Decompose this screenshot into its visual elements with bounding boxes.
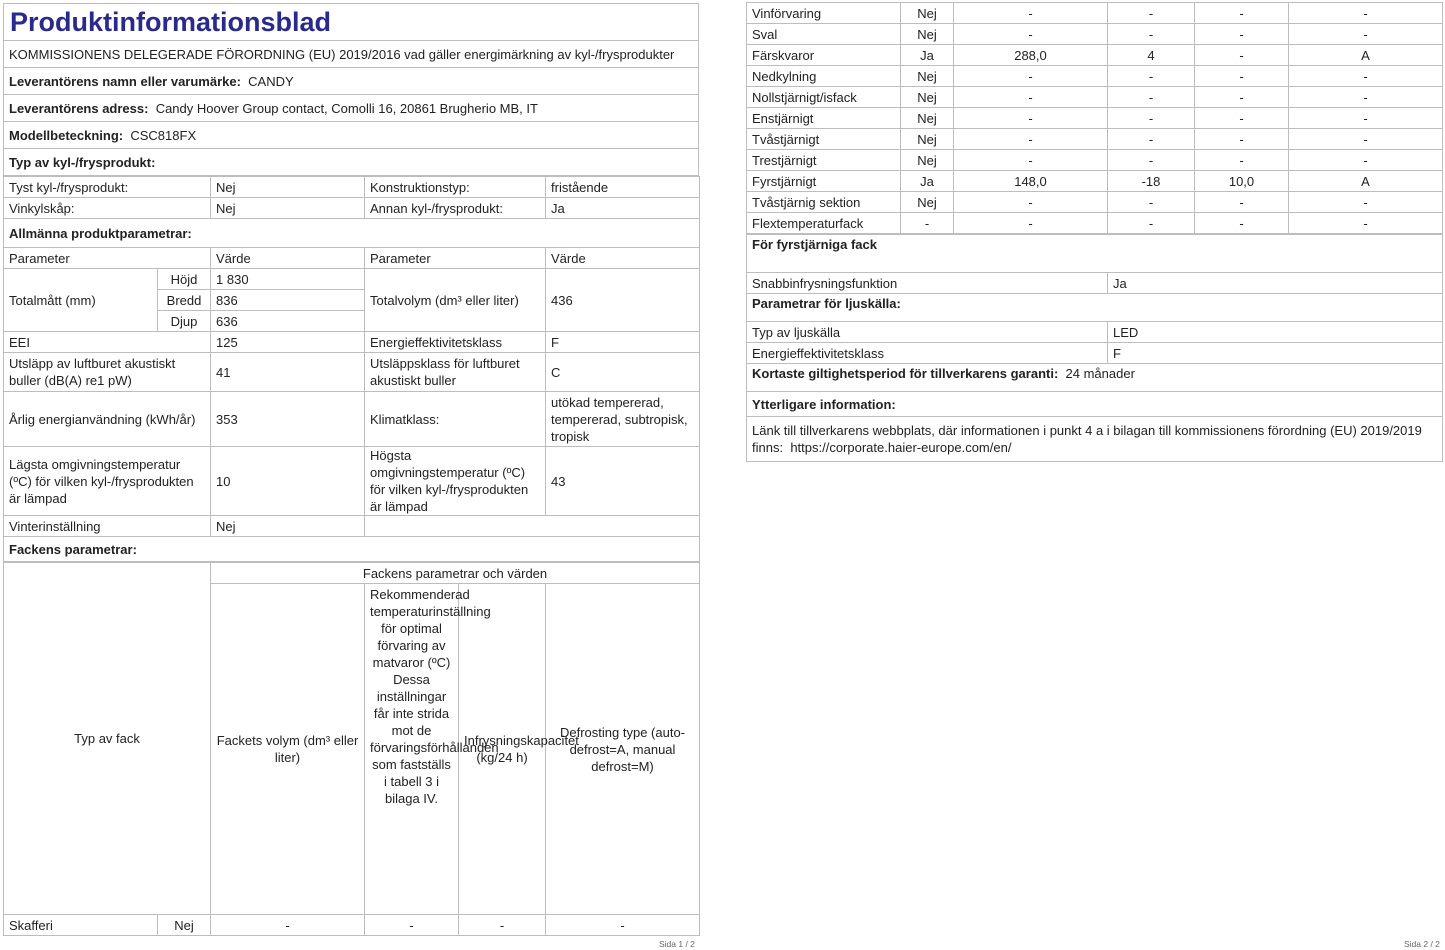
pantry-label: Skafferi [4,915,158,936]
energy-class-value: F [546,332,700,353]
comp-temp-header: Rekommenderad temperaturinställning för optimal förvaring av matvaror (ºC) [370,587,491,670]
compartment-volume: - [954,213,1108,234]
page-1 [3,3,699,936]
depth-value: 636 [211,311,365,332]
model-value: CSC818FX [130,127,197,143]
noise-value: 41 [211,353,365,392]
construction-label: Konstruktionstyp: [365,177,546,198]
compartment-temp: 4 [1108,45,1195,66]
compartment-volume: - [954,87,1108,108]
light-heading: Parametrar för ljuskälla: [747,294,1443,322]
empty-cell [365,516,700,537]
compartment-volume: - [954,192,1108,213]
comp-volume-header: Fackets volym (dm³ eller liter) [211,584,365,915]
compartment-defrost: - [1289,108,1443,129]
col-parameter-1: Parameter [4,248,211,269]
link-url[interactable]: https://corporate.haier-europe.com/en/ [790,440,1012,455]
compartment-freeze: - [1195,87,1289,108]
dims-label: Totalmått (mm) [4,269,158,332]
compartment-row [747,129,1443,150]
page-title: Produktinformationsblad [4,4,699,41]
compartment-present: Nej [901,3,954,24]
supplier-address-value: Candy Hoover Group contact, Comolli 16, 20861 Brugherio MB, IT [155,100,538,116]
compartment-freeze: - [1195,150,1289,171]
light-class-label: Energieffektivitetsklass [747,343,1108,364]
wine-label: Vinkylskåp: [4,198,211,219]
compartment-label: Enstjärnigt [747,108,901,129]
compartment-table [3,562,700,936]
comp-heading: Fackens parametrar: [4,537,700,562]
quiet-value: Nej [211,177,365,198]
annual-energy-label: Årlig energianvändning (kWh/år) [4,392,211,447]
light-class-value: F [1108,343,1443,364]
compartment-freeze: - [1195,66,1289,87]
compartment-label: Flextemperaturfack [747,213,901,234]
compartment-temp: - [1108,87,1195,108]
compartment-temp: - [1108,108,1195,129]
pantry-present: Nej [158,915,211,936]
page2-info-table [746,234,1443,462]
compartment-volume: - [954,108,1108,129]
compartment-temp: - [1108,129,1195,150]
winter-label: Vinterinställning [4,516,211,537]
depth-label: Djup [158,311,211,332]
link-text: Länk till tillverkarens webbplats, där informationen i punkt 4 a i bilagan till kommissionens förordning (EU) 2019/2019 finns: [752,423,1422,455]
general-params-table [3,176,700,562]
compartment-temp: - [1108,213,1195,234]
other-value: Ja [546,198,700,219]
page-number-1: Sida 1 / 2 [659,939,695,949]
compartment-label: Fyrstjärnigt [747,171,901,192]
compartment-volume: 288,0 [954,45,1108,66]
max-temp-label: Högsta omgivningstemperatur (ºC) för vilken kyl-/frysprodukten är lämpad [365,447,546,516]
compartment-label: Tvåstjärnig sektion [747,192,901,213]
supplier-address-label: Leverantörens adress: [9,100,149,116]
col-parameter-2: Parameter [365,248,546,269]
compartment-row [747,45,1443,66]
compartment-freeze: - [1195,192,1289,213]
compartment-freeze: - [1195,45,1289,66]
winter-value: Nej [211,516,365,537]
compartment-volume: - [954,24,1108,45]
model-row [4,122,699,149]
compartment-present: - [901,213,954,234]
comp-defrost-header: Defrosting type (auto-defrost=A, manual defrost=M) [546,584,700,915]
regulation-text: KOMMISSIONENS DELEGERADE FÖRORDNING (EU) 2019/2016 vad gäller energimärkning av kyl-/frysprodukter [4,41,699,68]
compartment-volume: - [954,150,1108,171]
supplier-name-label: Leverantörens namn eller varumärke: [9,73,241,89]
compartment-present: Nej [901,66,954,87]
noise-label: Utsläpp av luftburet akustiskt buller (dB(A) re1 pW) [4,353,211,392]
compartment-present: Nej [901,129,954,150]
max-temp-value: 43 [546,447,700,516]
compartment-row [747,171,1443,192]
compartment-defrost: - [1289,129,1443,150]
compartment-freeze: 10,0 [1195,171,1289,192]
construction-value: fristående [546,177,700,198]
compartment-freeze: - [1195,129,1289,150]
volume-value: 436 [546,269,700,332]
warranty-label: Kortaste giltighetsperiod för tillverkarens garanti: [752,366,1059,381]
compartment-present: Nej [901,87,954,108]
compartment-defrost: - [1289,87,1443,108]
comp-temp-cell [365,584,499,915]
page-2 [746,2,1443,462]
height-value: 1 830 [211,269,365,290]
width-label: Bredd [158,290,211,311]
comp-values-heading: Fackens parametrar och värden [211,563,700,584]
energy-class-label: Energieffektivitetsklass [365,332,546,353]
compartment-present: Ja [901,45,954,66]
compartment-defrost: - [1289,24,1443,45]
compartment-row [747,108,1443,129]
compartment-label: Tvåstjärnigt [747,129,901,150]
eei-value: 125 [211,332,365,353]
quiet-label: Tyst kyl-/frysprodukt: [4,177,211,198]
compartment-volume: - [954,3,1108,24]
min-temp-label: Lägsta omgivningstemperatur (ºC) för vilken kyl-/frysprodukten är lämpad [4,447,211,516]
compartment-temp: - [1108,66,1195,87]
compartment-volume: 148,0 [954,171,1108,192]
compartment-label: Färskvaror [747,45,901,66]
compartment-temp: - [1108,24,1195,45]
compartment-present: Ja [901,171,954,192]
compartment-row [747,87,1443,108]
compartment-row [747,3,1443,24]
compartment-label: Trestjärnigt [747,150,901,171]
comp-temp-note: Dessa inställningar får inte strida mot de förvaringsförhållanden som fastställs i tabell 3 i bilaga IV. [370,672,499,806]
quick-freeze-value: Ja [1108,273,1443,294]
compartment-label: Sval [747,24,901,45]
compartment-present: Nej [901,108,954,129]
pantry-freeze: - [459,915,546,936]
light-type-value: LED [1108,322,1443,343]
min-temp-value: 10 [211,447,365,516]
compartment-temp: - [1108,192,1195,213]
compartment-present: Nej [901,192,954,213]
compartment-defrost: - [1289,213,1443,234]
compartment-label: Vinförvaring [747,3,901,24]
climate-value: utökad tempererad, tempererad, subtropisk, tropisk [546,392,700,447]
model-label: Modellbeteckning: [9,127,124,143]
compartment-present: Nej [901,150,954,171]
width-value: 836 [211,290,365,311]
compartment-row [747,150,1443,171]
compartment-present: Nej [901,24,954,45]
compartment-freeze: - [1195,24,1289,45]
other-label: Annan kyl-/frysprodukt: [365,198,546,219]
compartment-temp: -18 [1108,171,1195,192]
header-table [3,3,699,176]
volume-label: Totalvolym (dm³ eller liter) [365,269,546,332]
general-heading: Allmänna produktparametrar: [4,219,700,248]
pantry-temp: - [365,915,459,936]
compartment-defrost: A [1289,45,1443,66]
page-number-2: Sida 2 / 2 [1404,939,1440,949]
compartment-row [747,213,1443,234]
compartment-row [747,24,1443,45]
climate-label: Klimatklass: [365,392,546,447]
compartment-defrost: - [1289,66,1443,87]
comp-freeze-header: Infrysningskapacitet (kg/24 h) [459,584,546,915]
link-row [747,417,1443,462]
four-star-heading: För fyrstjärniga fack [747,235,1443,273]
noise-class-label: Utsläppsklass för luftburet akustiskt buller [365,353,546,392]
supplier-address-row [4,95,699,122]
compartments-table [746,2,1443,234]
type-heading: Typ av kyl-/frysprodukt: [4,149,699,176]
warranty-value: 24 månader [1065,366,1135,381]
light-type-label: Typ av ljuskälla [747,322,1108,343]
supplier-name-row [4,68,699,95]
compartment-label: Nollstjärnigt/isfack [747,87,901,108]
col-value-1: Värde [211,248,365,269]
compartment-defrost: - [1289,150,1443,171]
compartment-temp: - [1108,3,1195,24]
more-info-heading: Ytterligare information: [747,392,1443,417]
compartment-defrost: - [1289,192,1443,213]
wine-value: Nej [211,198,365,219]
compartment-volume: - [954,129,1108,150]
compartment-row [747,192,1443,213]
quick-freeze-label: Snabbinfrysningsfunktion [747,273,1108,294]
compartment-freeze: - [1195,3,1289,24]
supplier-name-value: CANDY [248,73,294,89]
annual-energy-value: 353 [211,392,365,447]
noise-class-value: C [546,353,700,392]
eei-label: EEI [4,332,211,353]
compartment-temp: - [1108,150,1195,171]
col-value-2: Värde [546,248,700,269]
compartment-defrost: A [1289,171,1443,192]
pantry-defrost: - [546,915,700,936]
pantry-volume: - [211,915,365,936]
warranty-row [747,364,1443,392]
compartment-freeze: - [1195,108,1289,129]
compartment-defrost: - [1289,3,1443,24]
comp-type-header: Typ av fack [4,563,211,915]
compartment-row [747,66,1443,87]
compartment-freeze: - [1195,213,1289,234]
height-label: Höjd [158,269,211,290]
compartment-label: Nedkylning [747,66,901,87]
compartment-volume: - [954,66,1108,87]
